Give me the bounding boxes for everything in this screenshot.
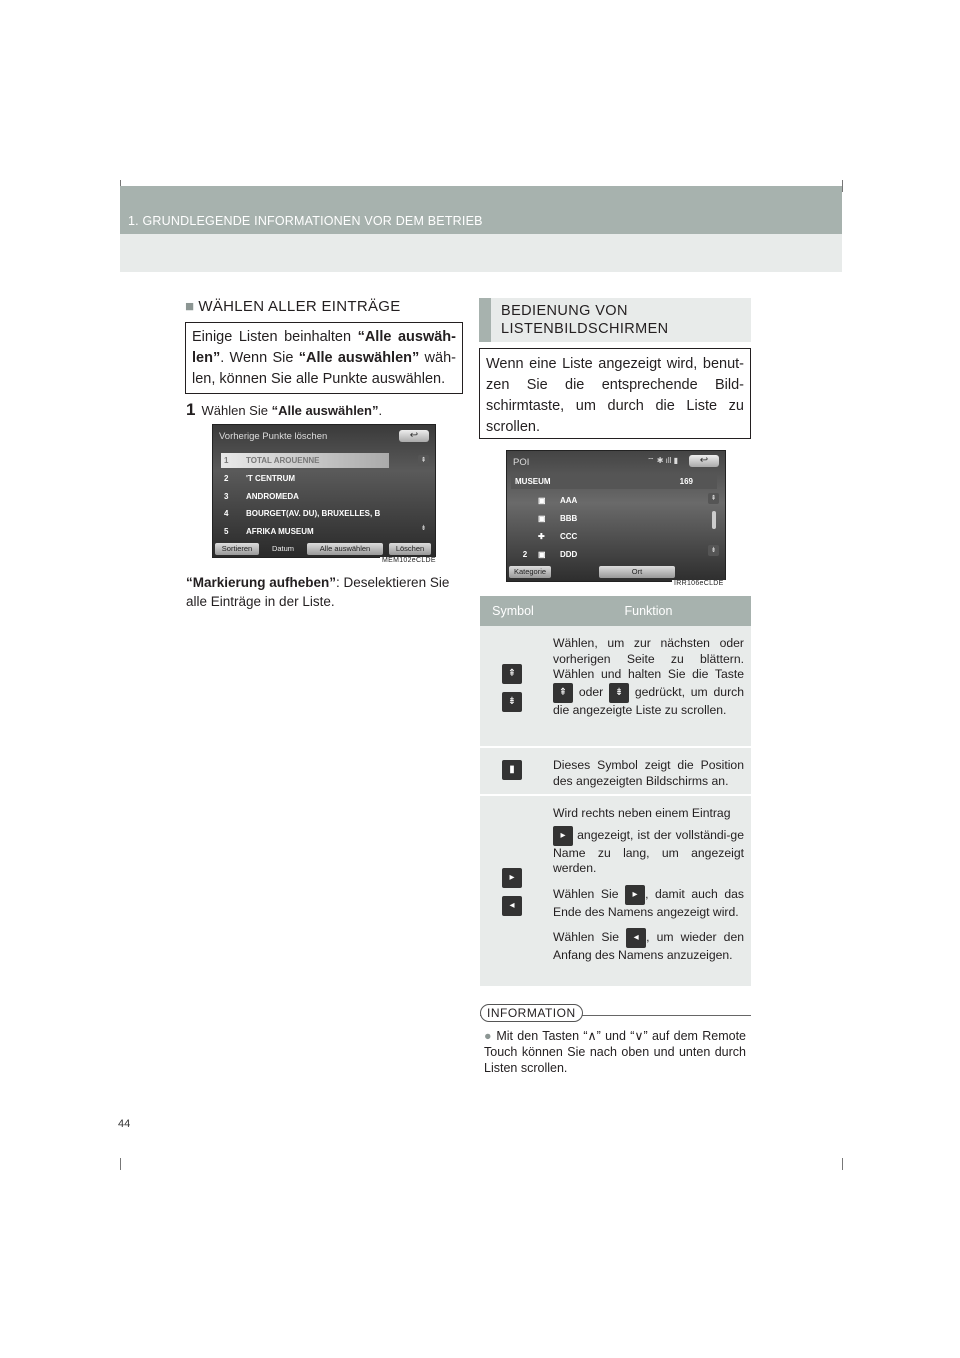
step-1: 1 Wählen Sie “Alle auswählen”. <box>186 400 383 419</box>
page-down-icon[interactable]: ⇟ <box>420 525 427 532</box>
intro-box-select-all: Einige Listen beinhalten “Alle auswäh-len”. Wenn Sie “Alle auswählen” wäh-len, können Sie alle Punkte auswählen. <box>185 322 463 394</box>
list-item[interactable]: 3 ANDROMEDA <box>224 492 299 501</box>
figure-id: IRR106eCLDE <box>674 580 724 587</box>
show-more-icon: ▸ <box>553 826 573 846</box>
information-text: ● Mit den Tasten “∧” und “∨” auf dem Remote Touch können Sie nach oben und unten durch Listen scrollen. <box>484 1029 746 1075</box>
intro-box-list-screens: Wenn eine Liste angezeigt wird, benut-zen Sie die entsprechende Bild-schirmtaste, um durch die Liste zu scrollen. <box>479 348 751 439</box>
list-item[interactable]: ✚ CCC <box>538 532 578 541</box>
page-up-icon[interactable]: ⇞ <box>418 455 429 466</box>
page-down-icon[interactable]: ⇟ <box>708 545 719 556</box>
place-button[interactable]: Ort <box>599 566 675 578</box>
date-button[interactable]: Datum <box>271 544 295 553</box>
page-up-icon: ⇞ <box>553 683 573 703</box>
page-number: 44 <box>118 1118 131 1130</box>
delete-button[interactable]: Löschen <box>389 543 431 555</box>
bullet-icon: ● <box>484 1029 493 1043</box>
unmark-note: “Markierung aufheben”: Deselektieren Sie alle Einträge in der Liste. <box>186 575 450 609</box>
table-header: Symbol Funktion <box>480 596 751 626</box>
chapter-header <box>120 186 842 234</box>
crop-mark <box>120 1158 121 1170</box>
show-more-icon: ▸ <box>625 885 645 905</box>
scroll-position-icon: ▮ <box>502 760 522 780</box>
category-button[interactable]: Kategorie <box>509 566 551 578</box>
back-to-start-icon: ◂ <box>502 896 522 916</box>
page-up-icon: ⇞ <box>502 664 522 684</box>
back-button[interactable]: ↩ <box>399 430 429 442</box>
list-item[interactable]: ▣ BBB <box>538 514 578 523</box>
crop-mark <box>842 1158 843 1170</box>
screen-title: POI <box>513 457 530 468</box>
list-item[interactable]: 5 AFRIKA MUSEUM <box>224 527 314 536</box>
screenshot-delete-previous-points <box>212 424 436 558</box>
list-item[interactable]: ▣ AAA <box>538 496 578 505</box>
show-more-icon: ▸ <box>502 868 522 888</box>
table-row: ▮ Dieses Symbol zeigt die Position des angezeigten Bildschirms an. <box>480 748 751 796</box>
list-item[interactable]: 2 ▣ DDD <box>522 550 578 559</box>
square-bullet-icon: ■ <box>185 298 195 315</box>
page-down-icon: ⇟ <box>502 692 522 712</box>
scroll-position-icon <box>712 511 716 529</box>
section-heading-select-all: ■ WÄHLEN ALLER EINTRÄGE <box>185 298 401 315</box>
list-item[interactable]: 4 BOURGET(AV. DU), BRUXELLES, B <box>224 509 381 518</box>
back-button[interactable]: ↩ <box>689 455 719 467</box>
table-row: ▸ ◂ Wird rechts neben einem Eintrag ▸ angezeigt, ist der vollständi-ge Name zu lang, um angezeigt werden. Wählen Sie ▸ , damit auch das Ende des Namens angezeigt wird. Wählen Sie ◂ , um wieder den Anfang des Namens anzuzeigen. <box>480 796 751 988</box>
page-down-icon: ⇟ <box>609 683 629 703</box>
category-row: MUSEUM 169 <box>511 475 717 489</box>
list-item[interactable]: 2 'T CENTRUM <box>224 474 296 483</box>
information-label: INFORMATION <box>480 1004 583 1022</box>
select-all-button[interactable]: Alle auswählen <box>307 543 383 555</box>
header-band <box>120 234 842 272</box>
status-icons: ⌔ ✱ ıll ▮ <box>647 456 679 465</box>
section-heading-list-screens: BEDIENUNG VON LISTENBILDSCHIRMEN <box>479 298 751 342</box>
page-up-icon[interactable]: ⇞ <box>708 493 719 504</box>
screenshot-poi-list <box>506 450 726 582</box>
chapter-title: 1. GRUNDLEGENDE INFORMATIONEN VOR DEM BETRIEB <box>128 214 483 228</box>
symbol-function-table <box>480 596 751 988</box>
list-item[interactable]: 1 TOTAL AROUENNE <box>221 453 389 468</box>
screen-title: Vorherige Punkte löschen <box>219 431 328 442</box>
heading-accent <box>479 298 491 342</box>
figure-id: MEM102eCLDE <box>382 557 436 564</box>
table-row: ⇞ ⇟ Wählen, um zur nächsten oder vorherigen Seite zu blättern. Wählen und halten Sie die Taste ⇞ oder ⇟ gedrückt, um durch die angezeigte Liste zu scrollen. <box>480 626 751 748</box>
back-to-start-icon: ◂ <box>626 928 646 948</box>
sort-button[interactable]: Sortieren <box>215 543 259 555</box>
crop-mark <box>842 180 843 192</box>
